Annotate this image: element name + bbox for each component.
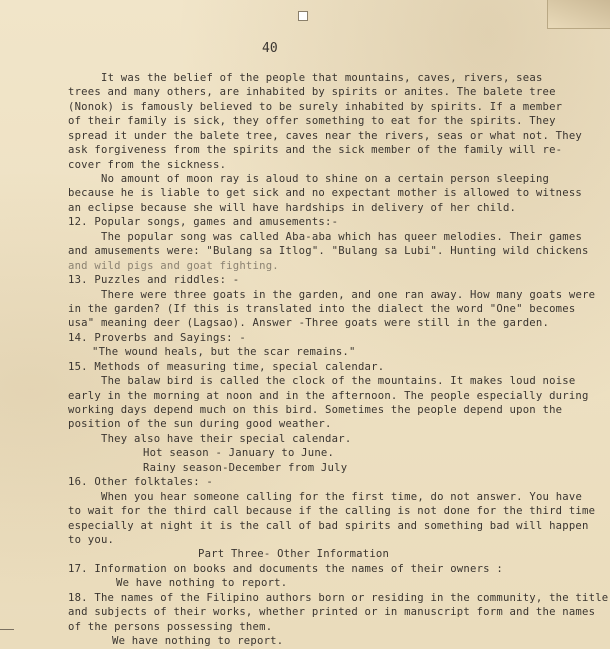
page-number: 40 xyxy=(262,41,278,56)
text-line: We have nothing to report. xyxy=(112,635,284,647)
text-line: spread it under the balete tree, caves near the rivers, seas or what not. They xyxy=(68,129,583,142)
text-line: to you. xyxy=(68,533,115,546)
text-line: working days depend much on this bird. Sometimes the people depend upon the xyxy=(68,404,563,417)
text-line: because he is liable to get sick and no expectant mother is allowed to witness xyxy=(68,187,583,200)
text-line: especially at night it is the call of bad spirits and something bad will happen xyxy=(68,519,589,532)
section-heading: 13. Puzzles and riddles: - xyxy=(68,274,240,287)
text-line: It was the belief of the people that mountains, caves, rivers, seas xyxy=(101,72,543,84)
text-line: trees and many others, are inhabited by spirits or anites. The balete tree xyxy=(68,86,556,99)
text-line: ask forgiveness from the spirits and the sick member of the family will re- xyxy=(68,144,563,157)
text-line: There were three goats in the garden, and one ran away. How many goats were xyxy=(101,288,596,301)
text-line: cover from the sickness. xyxy=(68,158,227,171)
text-line: The popular song was called Aba-aba which has queer melodies. Their games xyxy=(101,230,583,243)
text-line: We have nothing to report. xyxy=(116,577,288,590)
text-line: usa" meaning deer (Lagsao). Answer -Three goats were still in the garden. xyxy=(68,317,550,330)
text-line: and amusements were: "Bulang sa Itlog". "Bulang sa Lubi". Hunting wild chickens xyxy=(68,245,589,258)
text-line: an eclipse because she will have hardships in delivery of her child. xyxy=(68,201,517,214)
section-heading: 18. The names of the Filipino authors born or residing in the community, the title xyxy=(68,591,609,604)
part-heading: Part Three- Other Information xyxy=(198,548,390,561)
section-heading: 12. Popular songs, games and amusements:- xyxy=(68,216,339,229)
text-line: and wild pigs and goat fighting. xyxy=(68,259,279,272)
text-line: to wait for the third call because if the calling is not done for the third time xyxy=(68,505,596,518)
folded-corner xyxy=(547,0,610,29)
text-line: in the garden? (If this is translated into the dialect the word "One" becomes xyxy=(68,302,576,315)
text-line: "The wound heals, but the scar remains." xyxy=(92,346,356,359)
text-line: (Nonok) is famously believed to be surely inhabited by spirits. If a member xyxy=(68,100,563,113)
text-line: of the persons possessing them. xyxy=(68,620,273,633)
text-line: of their family is sick, they offer something to eat for the spirits. They xyxy=(68,115,556,128)
margin-mark xyxy=(0,629,14,630)
text-line: and subjects of their works, whether printed or in manuscript form and the names xyxy=(68,606,596,619)
text-line: position of the sun during good weather. xyxy=(68,418,332,431)
text-line: early in the morning at noon and in the afternoon. The people especially during xyxy=(68,389,589,402)
section-heading: 14. Proverbs and Sayings: - xyxy=(68,331,246,344)
text-line: Rainy season-December from July xyxy=(143,461,348,474)
section-heading: 15. Methods of measuring time, special calendar. xyxy=(68,360,385,373)
text-line: No amount of moon ray is aloud to shine on a certain person sleeping xyxy=(101,173,550,186)
punch-hole xyxy=(298,11,308,21)
text-line: They also have their special calendar. xyxy=(101,432,352,445)
section-heading: 16. Other folktales: - xyxy=(68,476,213,489)
section-heading: 17. Information on books and documents the names of their owners : xyxy=(68,562,503,575)
text-line: The balaw bird is called the clock of the mountains. It makes loud noise xyxy=(101,375,576,388)
text-line: Hot season - January to June. xyxy=(143,447,335,460)
text-line: When you hear someone calling for the first time, do not answer. You have xyxy=(101,490,583,503)
